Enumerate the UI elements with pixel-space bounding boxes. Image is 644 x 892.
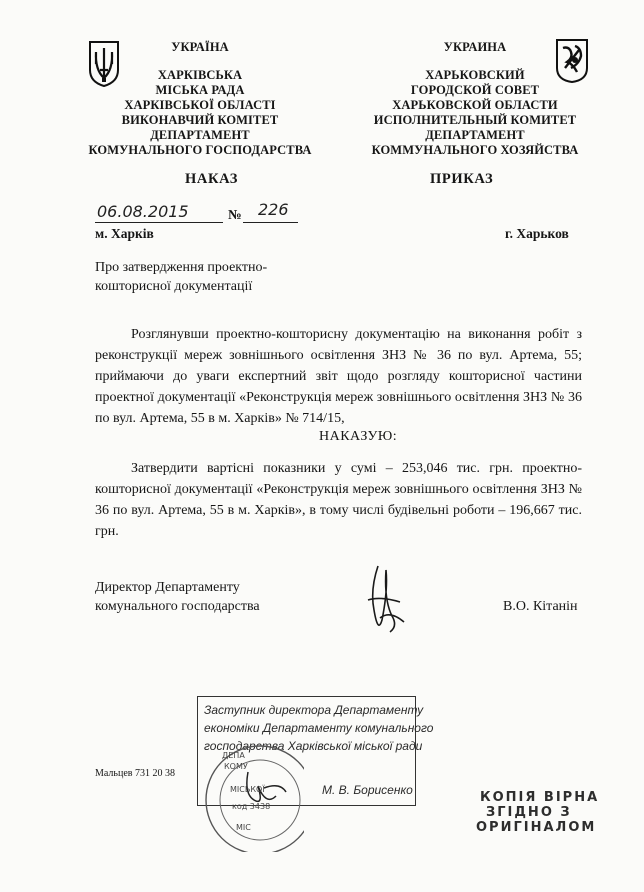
certification-stamp: Заступник директора Департаменту економіки Департаменту комунального господарства Харківської міської ради М. В. Борисенко xyxy=(197,696,416,806)
city-ua: м. Харків xyxy=(95,226,154,241)
date-underline xyxy=(95,222,223,223)
order-paragraph: Затвердити вартісні показники у сумі – 253,046 тис. грн. проектно-кошторисної документації «Реконструкція мереж зовнішнього освітлення ЗНЗ № 36 по вул. Артема, 55 в м. Харків», в тому числі будівельні роботи – 196,667 тис. грн. xyxy=(95,461,582,539)
header-ru-organization: ХАРЬКОВСКИЙ ГОРОДСКОЙ СОВЕТ ХАРЬКОВСКОЙ ОБЛАСТИ ИСПОЛНИТЕЛЬНЫЙ КОМИТЕТ ДЕПАРТАМЕНТ КОММУНАЛЬНОГО ХОЗЯЙСТВА xyxy=(371,68,579,157)
seal-text: ДЕПА КОМУ МІСЬКОЇ код 3438 МІС xyxy=(222,751,271,832)
preamble-paragraph: Розглянувши проектно-кошторисну документацію на виконання робіт з реконструкції мереж зовнішнього освітлення ЗНЗ № 36 по вул. Артема, 55; приймаючи до уваги експертний звіт щодо розгляду кошторисної частини проектної документації «Реконструкція мереж зовнішнього освітлення ЗНЗ № 36 по вул. Артема, 55 в м. Харків» № 714/15, xyxy=(95,327,582,426)
header-ru-doc-type: ПРИКАЗ xyxy=(430,171,494,187)
signatory-position: Директор Департаменту комунального господарства xyxy=(95,580,260,614)
certifier-name: М. В. Борисенко xyxy=(322,783,413,797)
director-signature xyxy=(360,560,410,640)
executor-contact: Мальцев 731 20 38 xyxy=(95,768,175,779)
signatory-name: В.О. Кітанін xyxy=(503,599,578,614)
header-ua-doc-type: НАКАЗ xyxy=(185,171,239,187)
document-date: 06.08.2015 xyxy=(97,202,189,221)
header-ua-organization: ХАРКІВСЬКА МІСЬКА РАДА ХАРКІВСЬКОЇ ОБЛАСТІ ВИКОНАВЧИЙ КОМІТЕТ ДЕПАРТАМЕНТ КОМУНАЛЬНОГО ГОСПОДАРСТВА xyxy=(88,68,312,157)
order-word: НАКАЗУЮ: xyxy=(319,429,398,444)
subject: Про затвердження проектно- кошторисної документації xyxy=(95,260,268,294)
city-ru: г. Харьков xyxy=(505,226,569,241)
header-ua-country: УКРАЇНА xyxy=(171,40,229,54)
true-copy-stamp: КОПІЯ ВІРНА ЗГІДНО З ОРИГІНАЛОМ xyxy=(476,790,600,835)
document-number: 226 xyxy=(258,200,289,219)
number-underline xyxy=(243,222,298,223)
number-label: № xyxy=(228,207,242,222)
header-ru-country: УКРАИНА xyxy=(443,40,507,54)
